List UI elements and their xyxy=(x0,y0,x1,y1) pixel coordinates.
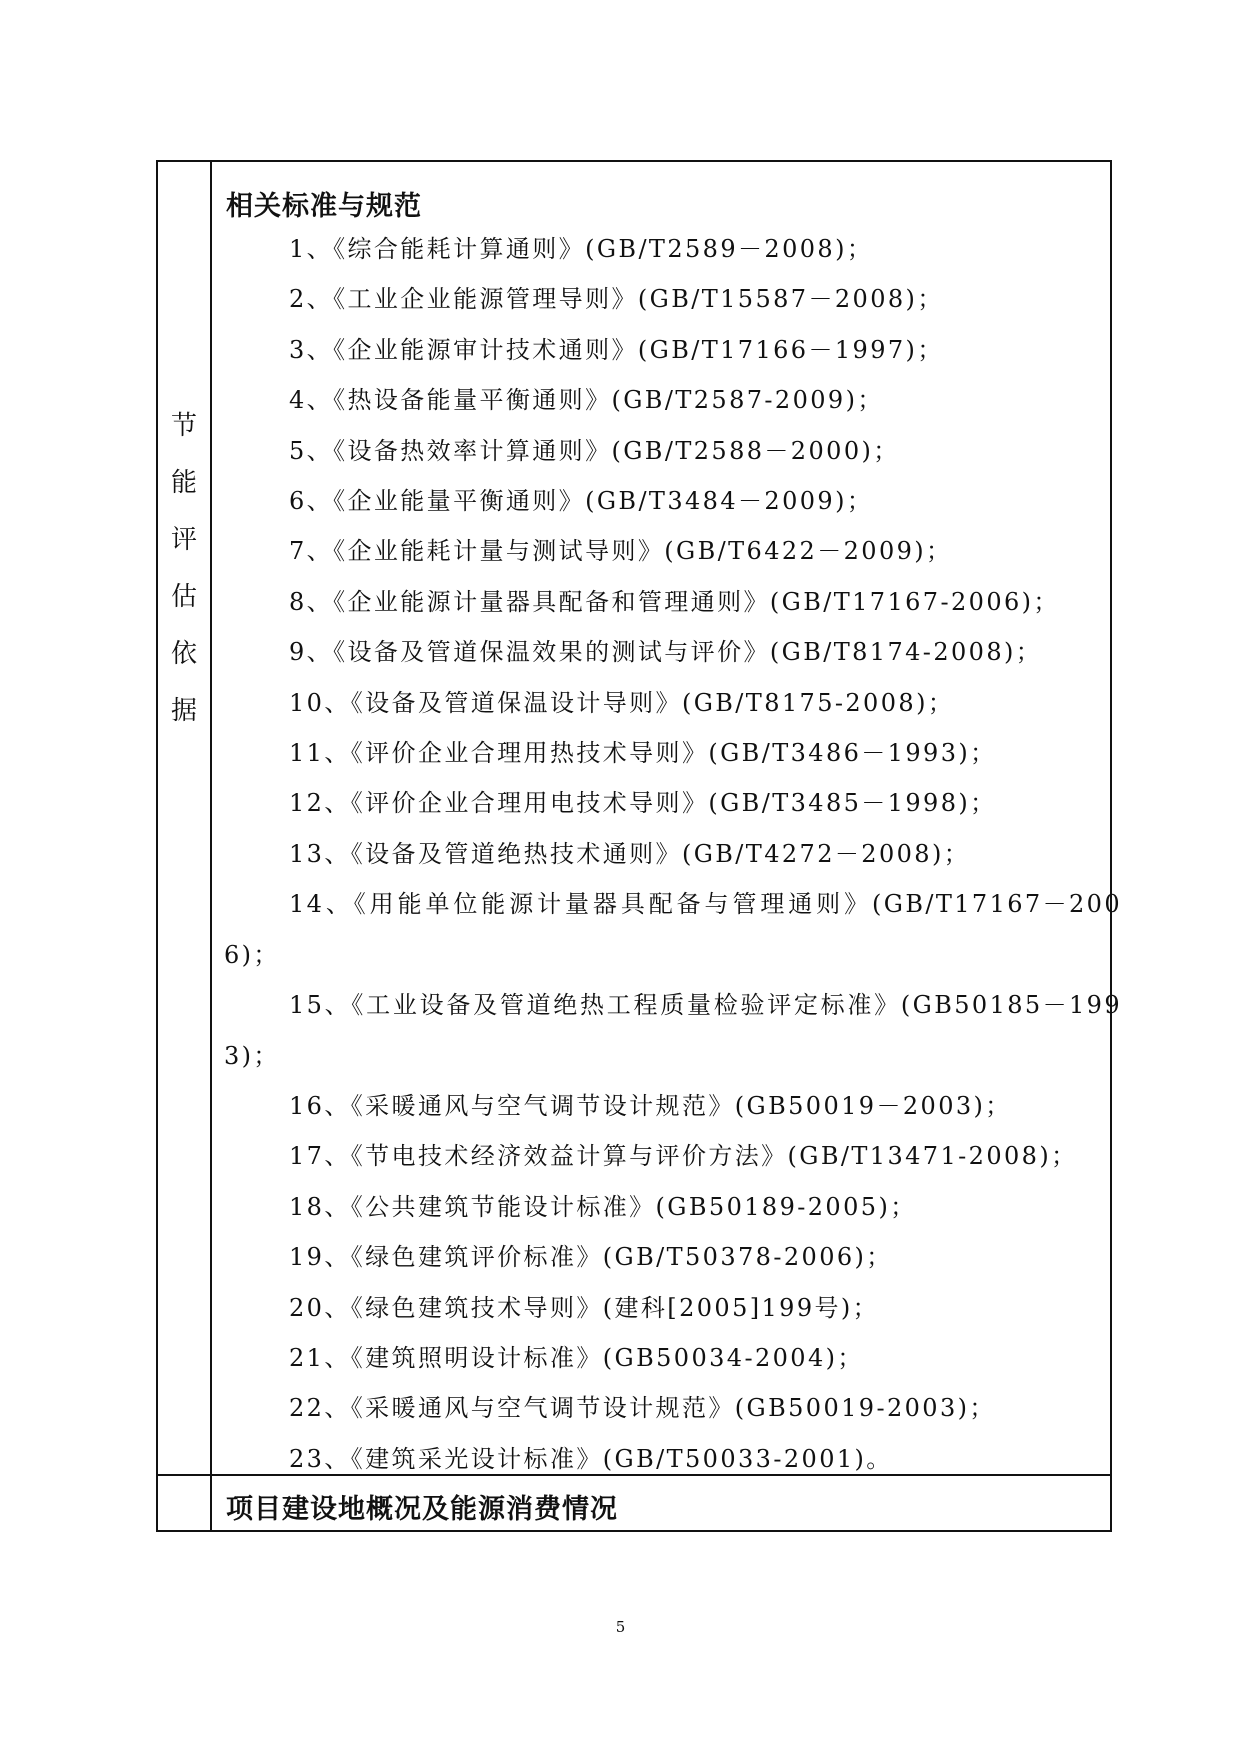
row-label-char: 能 xyxy=(170,468,197,498)
document-table xyxy=(156,160,1122,1532)
standard-item: 14、《用能单位能源计量器具配备与管理通则》(GB/T17167－2006)； xyxy=(224,890,1122,969)
standard-item: 17、《节电技术经济效益计算与评价方法》(GB/T13471-2008)； xyxy=(289,1142,1078,1171)
section-heading-standards: 相关标准与规范 xyxy=(226,191,422,222)
section-heading-project-overview: 项目建设地概况及能源消费情况 xyxy=(226,1494,618,1525)
row-content-cell xyxy=(212,1476,1110,1530)
row-label-cell xyxy=(158,1476,212,1530)
standard-item: 12、《评价企业合理用电技术导则》(GB/T3485－1998)； xyxy=(289,789,997,818)
standard-item: 15、《工业设备及管道绝热工程质量检验评定标准》(GB50185－1993)； xyxy=(224,991,1122,1070)
standard-item: 18、《公共建筑节能设计标准》(GB50189-2005)； xyxy=(289,1192,917,1221)
row-label-char: 节 xyxy=(170,411,197,441)
standard-item: 11、《评价企业合理用热技术导则》(GB/T3486－1993)； xyxy=(289,739,997,768)
row-label-char: 据 xyxy=(170,696,197,726)
standard-item: 4、《热设备能量平衡通则》(GB/T2587-2009)； xyxy=(289,386,884,415)
table-row-project-overview xyxy=(158,1476,1110,1530)
standard-item: 9、《设备及管道保温效果的测试与评价》(GB/T8174-2008)； xyxy=(289,638,1043,667)
page-number: 5 xyxy=(615,1618,626,1636)
standard-item: 13、《设备及管道绝热技术通则》(GB/T4272－2008)； xyxy=(289,839,971,868)
row-label-vertical xyxy=(158,398,210,740)
standard-item: 10、《设备及管道保温设计导则》(GB/T8175-2008)； xyxy=(289,688,955,717)
standard-item: 1、《综合能耗计算通则》(GB/T2589－2008)； xyxy=(289,235,874,263)
standard-item: 20、《绿色建筑技术导则》(建科[2005]199号)； xyxy=(289,1293,880,1322)
standard-item: 19、《绿色建筑评价标准》(GB/T50378-2006)； xyxy=(289,1243,893,1272)
table-row-assessment-basis xyxy=(158,162,1122,1476)
standard-item: 22、《采暖通风与空气调节设计规范》(GB50019-2003)； xyxy=(289,1394,996,1423)
row-label-char: 依 xyxy=(170,639,197,669)
standard-item: 16、《采暖通风与空气调节设计规范》(GB50019－2003)； xyxy=(289,1091,1012,1120)
standard-item: 6、《企业能量平衡通则》(GB/T3484－2009)； xyxy=(289,487,874,516)
standard-item: 8、《企业能源计量器具配备和管理通则》(GB/T17167-2006)； xyxy=(289,587,1060,616)
standards-list xyxy=(224,224,1122,1484)
standard-item: 2、《工业企业能源管理导则》(GB/T15587－2008)； xyxy=(289,285,944,314)
standard-item: 3、《企业能源审计技术通则》(GB/T17166－1997)； xyxy=(289,335,944,364)
standard-item: 21、《建筑照明设计标准》(GB50034-2004)； xyxy=(289,1343,864,1372)
row-content-cell xyxy=(212,162,1122,1474)
standard-item: 5、《设备热效率计算通则》(GB/T2588－2000)； xyxy=(289,436,900,465)
row-label-char: 估 xyxy=(170,582,197,612)
row-label-cell xyxy=(158,162,212,1474)
standard-item: 7、《企业能耗计量与测试导则》(GB/T6422－2009)； xyxy=(289,537,953,566)
row-label-char: 评 xyxy=(170,525,197,555)
standard-item: 23、《建筑采光设计标准》(GB/T50033-2001)。 xyxy=(289,1444,893,1473)
